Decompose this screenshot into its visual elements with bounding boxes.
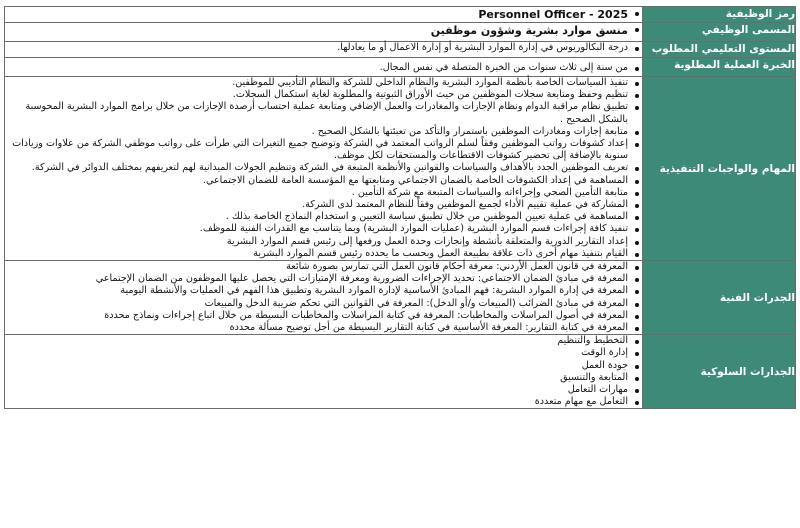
- list-item: تنظيم وحفظ ومتابعة سجلات الموظفين من حيث الأوراق الثبوتية والمطلوبة لغاية استكمال السجلات.: [5, 89, 628, 101]
- list-item: إعداد التقارير الدورية والمتعلقة بأنشطة وإنجازات وحدة العمل ورفعها إلى رئيس قسم الموارد البشرية: [5, 236, 628, 248]
- job-code-value: Personnel Officer - 2025: [478, 8, 628, 21]
- row-job-title: [5, 23, 796, 42]
- duties-cell: [5, 77, 643, 261]
- education-cell: [5, 42, 643, 58]
- technical-cell: [5, 261, 643, 335]
- job-title-label: المسمى الوظيفي: [643, 23, 796, 42]
- experience-value: من سنة إلى ثلاث سنوات من الخبرة المتصلة في نفس المجال.: [5, 62, 628, 74]
- list-item: متابعة التأمين الصحي وإجراءاته والسياسات المتبعة مع شركة التأمين .: [5, 187, 628, 199]
- behavioral-label: الجدارات السلوكية: [643, 335, 796, 409]
- row-duties: [5, 77, 796, 261]
- behavioral-list: [5, 335, 642, 408]
- list-item: المعرفة في إدارة الموارد البشرية: فهم المبادئ الأساسية لإدارة الموارد البشرية وتطبيق هذا الفهم في العمليات والأنشطة اليومية: [5, 285, 628, 297]
- list-item: القيام بتنفيذ مهام أخرى ذات علاقة بطبيعة العمل وبحسب ما يحدده رئيس قسم الموارد البشرية: [5, 248, 628, 260]
- education-value: درجة البكالوريوس في إدارة الموارد البشرية أو إدارة الاعمال أو ما يعادلها.: [5, 42, 628, 54]
- job-code-cell: [5, 7, 643, 23]
- list-item: المتابعة والتنسيق: [5, 372, 628, 384]
- list-item: المعرفة في قانون العمل الأردني: معرفة أحكام قانون العمل التي تمارس بصورة شائعة: [5, 261, 628, 273]
- list-item: مهارات التعامل: [5, 384, 628, 396]
- job-title-cell: [5, 23, 643, 42]
- behavioral-cell: [5, 335, 643, 409]
- list-item: المعرفة في مبادئ الضمان الاجتماعي: تحديد الإجراءات الضرورية ومعرفة الإمتيازات التي يحصل عليها الموظفون من الضمان الإجتماعي: [5, 273, 628, 285]
- row-experience: [5, 58, 796, 77]
- technical-list: [5, 261, 642, 334]
- row-behavioral: [5, 335, 796, 409]
- job-description-sheet: [4, 6, 796, 409]
- list-item: تعريف الموظفين الجدد بالأهداف والسياسات والقوانين والأنظمة المتبعة في الشركة وتنظيم الجولات الميدانية لهم لتعريفهم بمختلف الدوائر في الشركة.: [5, 162, 628, 174]
- list-item: إدارة الوقت: [5, 347, 628, 359]
- list-item: جودة العمل: [5, 360, 628, 372]
- list-item: المساهمة في عملية تعيين الموظفين من خلال تطبيق سياسة التعيين و استخدام النماذج الخاصة بذلك .: [5, 211, 628, 223]
- job-title-value: منسق موارد بشرية وشؤون موظفين: [5, 23, 628, 38]
- row-technical: [5, 261, 796, 335]
- experience-cell: [5, 58, 643, 77]
- list-item: تطبيق نظام مراقبة الدوام ونظام الإجازات والمغادرات والعمل الإضافي ومتابعة عملية احتساب أرصدة الإجازات من خلال برامج الموارد البشرية المحوسبة بالشكل الصحيح .: [5, 101, 628, 125]
- job-code-label: رمز الوظيفية: [643, 7, 796, 23]
- list-item: تنفيذ كافة إجراءات قسم الموارد البشرية (عمليات الموارد البشرية) وبما يتناسب مع القدرات الفنية للموظف.: [5, 223, 628, 235]
- experience-label: الخبرة العملية المطلوبة: [643, 58, 796, 77]
- row-job-code: [5, 7, 796, 23]
- list-item: المعرفة في أصول المراسلات والمخاطبات: المعرفة في كتابة المراسلات والمخاطبات البسيطة من خلال اتباع إجراءات ونماذج محددة: [5, 310, 628, 322]
- list-item: المساهمة في إعداد الكشوفات الخاصة بالضمان الاجتماعي ومتابعتها مع المؤسسة العامة للضمان الاجتماعي.: [5, 175, 628, 187]
- duties-list: [5, 77, 642, 260]
- list-item: إعداد كشوفات رواتب الموظفين وفقاً لسلم الرواتب المعتمد في الشركة وتوضيح جميع التغيرات التي طرأت على رواتب موظفي الشركة من علاوات وزيادات سنوية بالإضافة إلى تحضير كشوفات الاقتطاعات والمستحقات لكل موظف.: [5, 138, 628, 162]
- list-item: التعامل مع مهام متعددة: [5, 396, 628, 408]
- row-education: [5, 42, 796, 58]
- list-item: المشاركة في عملية تقييم الأداء لجميع الموظفين وفقاً للنظام المعتمد لدى الشركة.: [5, 199, 628, 211]
- list-item: المعرفة في مبادئ الضرائب (المبيعات و/أو الدخل): المعرفة في القوانين التي تحكم ضريبة الدخل والمبيعات: [5, 298, 628, 310]
- education-label: المستوى التعليمي المطلوب: [643, 42, 796, 58]
- list-item: متابعة إجازات ومغادرات الموظفين باستمرار والتأكد من تعبئتها بالشكل الصحيح .: [5, 126, 628, 138]
- list-item: تنفيذ السياسات الخاصة بأنظمة الموارد البشرية والنظام الداخلي للشركة والنظام التأديبي للموظفين.: [5, 77, 628, 89]
- list-item: المعرفة في كتابة التقارير: المعرفة الأساسية في كتابة التقارير البسيطة من أجل توضيح مسألة محددة: [5, 322, 628, 334]
- job-description-table: [4, 6, 796, 409]
- list-item: التخطيط والتنظيم: [5, 335, 628, 347]
- technical-label: الجدرات الفنية: [643, 261, 796, 335]
- duties-label: المهام والواجبات التنفيذية: [643, 77, 796, 261]
